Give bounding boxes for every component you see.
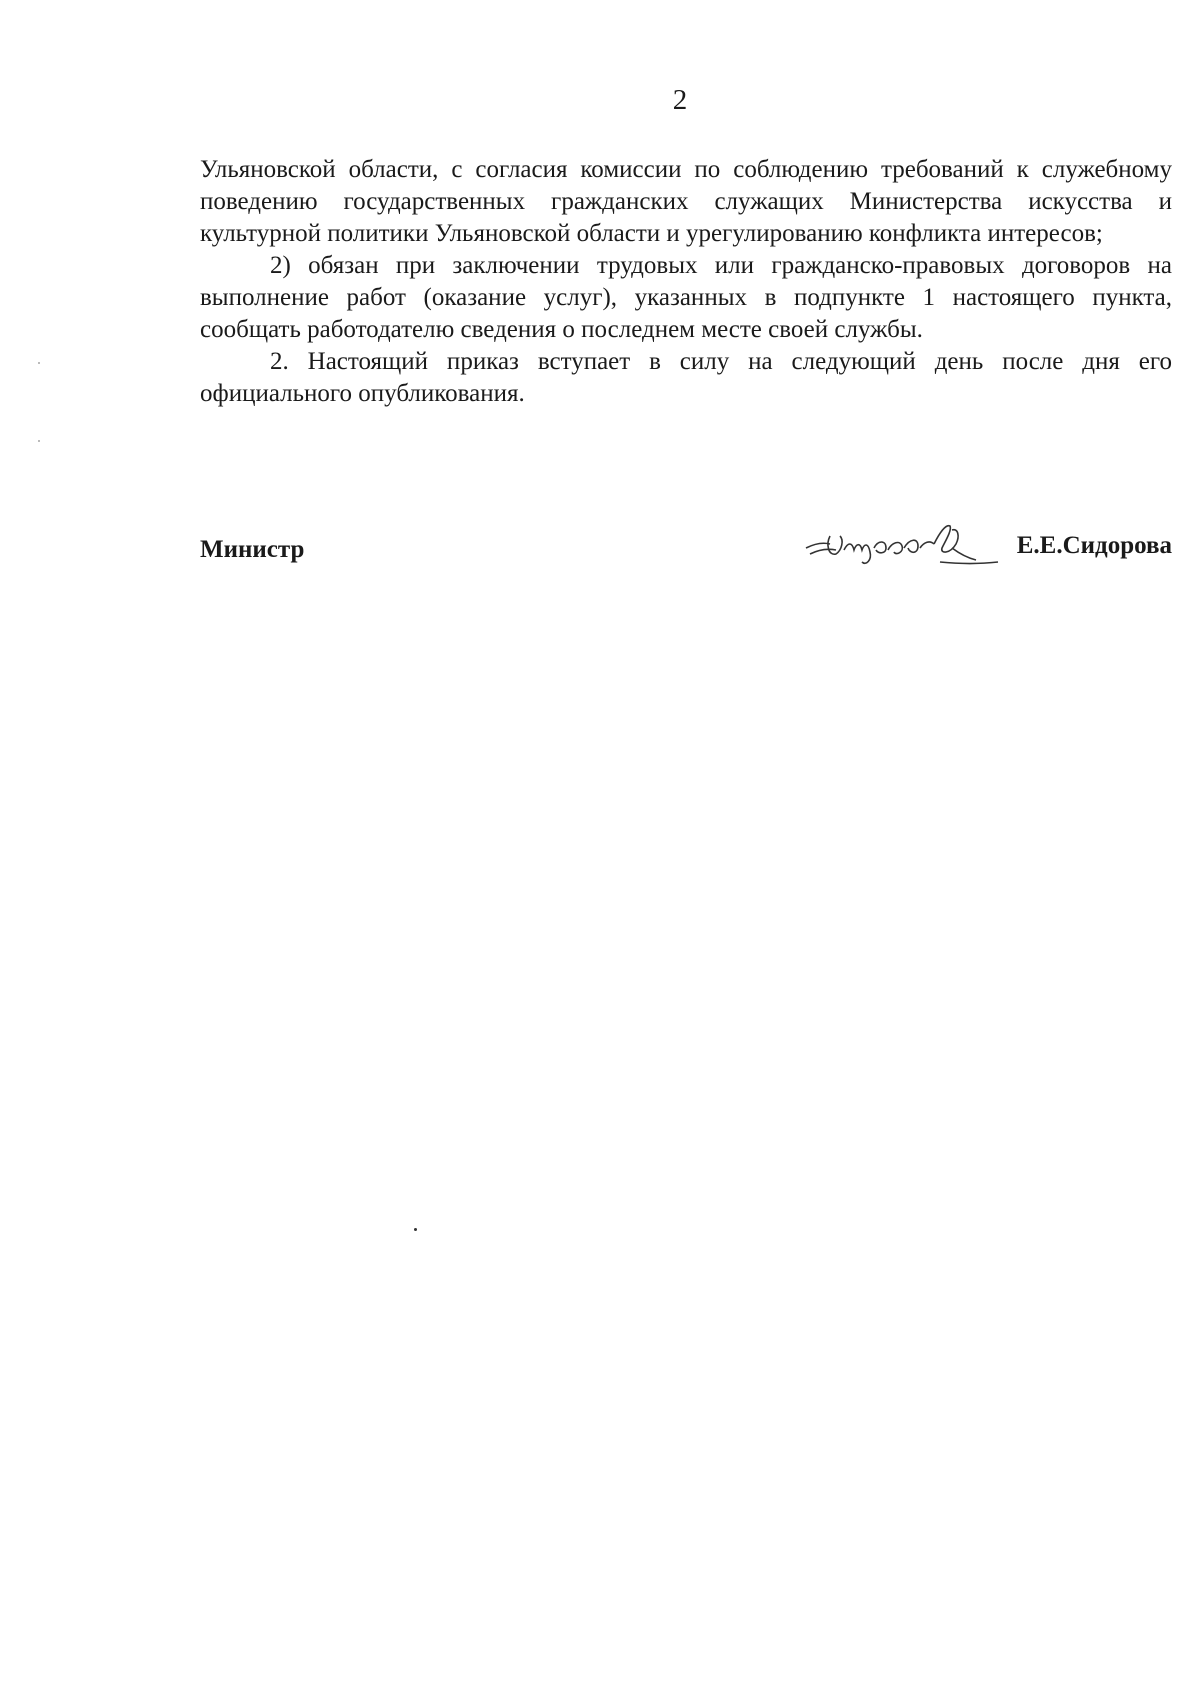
body-paragraph-clause-2: 2. Настоящий приказ вступает в силу на следующий день после дня его официального опубликования.	[200, 348, 1172, 407]
signatory-name: Е.Е.Сидорова	[1016, 532, 1172, 559]
handwritten-signature-icon	[800, 514, 1000, 570]
signature-block	[200, 532, 1172, 596]
page-number: 2	[672, 84, 688, 116]
scan-edge-mark	[38, 440, 40, 442]
body-paragraph-continuation: Ульяновской области, с согласия комиссии по соблюдению требований к служебному поведению государственных гражданских служащих Министерства искусства и культурной политики Ульяновской области и урегулированию конфликта интересов;	[200, 156, 1172, 247]
signatory-title: Министр	[200, 536, 305, 563]
scan-edge-mark	[38, 362, 40, 364]
body-paragraph-item-2: 2) обязан при заключении трудовых или гражданско-правовых договоров на выполнение работ (оказание услуг), указанных в подпункте 1 настоящего пункта, сообщать работодателю сведения о последнем месте своей службы.	[200, 252, 1172, 343]
scan-speck	[414, 1228, 417, 1231]
document-body	[200, 154, 1172, 410]
